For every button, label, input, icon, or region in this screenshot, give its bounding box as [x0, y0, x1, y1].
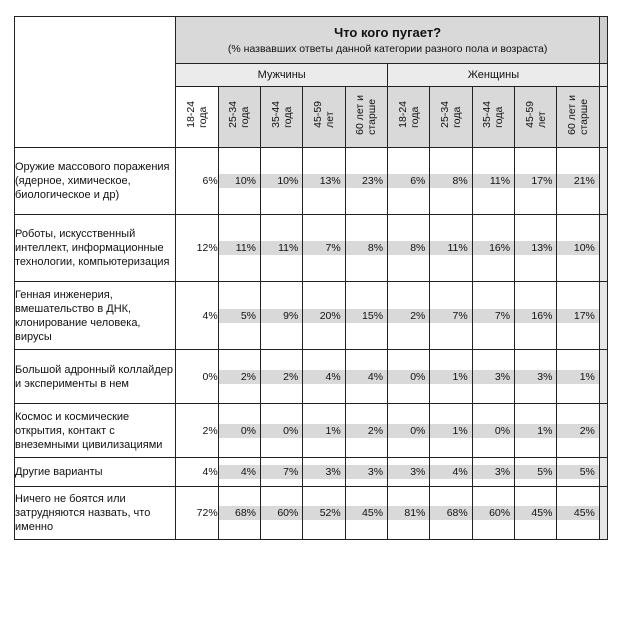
- row-label: Космос и космические открытия, контакт с внеземными цивилизациями: [15, 404, 176, 458]
- age-header: 35-44 года: [261, 87, 303, 148]
- group-header-men: Мужчины: [176, 64, 388, 87]
- value-cell: 0%: [176, 350, 218, 404]
- value-cell: 9%: [261, 282, 303, 350]
- value-cell: 4%: [303, 350, 345, 404]
- scroll-gutter: [599, 64, 607, 87]
- corner-cell: [15, 17, 176, 148]
- scroll-gutter: [599, 148, 607, 215]
- age-header: 45-59 лет: [515, 87, 557, 148]
- value-cell: 5%: [218, 282, 260, 350]
- age-header: 35-44 года: [472, 87, 514, 148]
- age-header: 60 лет и старше: [557, 87, 599, 148]
- table-subtitle: (% назвавших ответы данной категории разного пола и возраста): [227, 43, 548, 55]
- survey-table: [14, 16, 608, 540]
- value-cell: 7%: [472, 282, 514, 350]
- value-cell: 1%: [515, 404, 557, 458]
- value-cell: 2%: [176, 404, 218, 458]
- value-cell: 8%: [345, 215, 387, 282]
- value-cell: 3%: [472, 458, 514, 487]
- value-cell: 81%: [388, 487, 430, 540]
- value-cell: 1%: [430, 350, 472, 404]
- value-cell: 8%: [430, 148, 472, 215]
- value-cell: 10%: [557, 215, 599, 282]
- scroll-gutter: [599, 87, 607, 148]
- value-cell: 12%: [176, 215, 218, 282]
- value-cell: 2%: [218, 350, 260, 404]
- value-cell: 68%: [430, 487, 472, 540]
- value-cell: 0%: [218, 404, 260, 458]
- table-row: [15, 215, 608, 282]
- value-cell: 3%: [388, 458, 430, 487]
- value-cell: 8%: [388, 215, 430, 282]
- value-cell: 11%: [218, 215, 260, 282]
- value-cell: 3%: [345, 458, 387, 487]
- table-row: [15, 487, 608, 540]
- value-cell: 0%: [472, 404, 514, 458]
- value-cell: 2%: [557, 404, 599, 458]
- value-cell: 13%: [303, 148, 345, 215]
- value-cell: 7%: [430, 282, 472, 350]
- value-cell: 17%: [515, 148, 557, 215]
- value-cell: 4%: [430, 458, 472, 487]
- age-header: 18-24 года: [388, 87, 430, 148]
- age-header: 18-24 года: [176, 87, 218, 148]
- value-cell: 1%: [557, 350, 599, 404]
- scroll-gutter: [599, 458, 607, 487]
- scroll-gutter: [599, 350, 607, 404]
- table-row: [15, 458, 608, 487]
- value-cell: 6%: [176, 148, 218, 215]
- value-cell: 11%: [472, 148, 514, 215]
- value-cell: 3%: [515, 350, 557, 404]
- value-cell: 4%: [218, 458, 260, 487]
- table-row: [15, 350, 608, 404]
- value-cell: 3%: [303, 458, 345, 487]
- value-cell: 17%: [557, 282, 599, 350]
- age-header: 60 лет и старше: [345, 87, 387, 148]
- value-cell: 20%: [303, 282, 345, 350]
- scroll-gutter: [599, 215, 607, 282]
- scroll-gutter: [599, 17, 607, 64]
- value-cell: 0%: [388, 404, 430, 458]
- row-label: Ничего не боятся или затрудняются назвать, что именно: [15, 487, 176, 540]
- value-cell: 45%: [345, 487, 387, 540]
- age-header: 25-34 года: [430, 87, 472, 148]
- row-label: Большой адронный коллайдер и эксперименты в нем: [15, 350, 176, 404]
- value-cell: 13%: [515, 215, 557, 282]
- value-cell: 11%: [430, 215, 472, 282]
- value-cell: 68%: [218, 487, 260, 540]
- value-cell: 21%: [557, 148, 599, 215]
- row-label: Оружие массового поражения (ядерное, химическое, биологическое и др): [15, 148, 176, 215]
- value-cell: 23%: [345, 148, 387, 215]
- value-cell: 15%: [345, 282, 387, 350]
- value-cell: 4%: [176, 282, 218, 350]
- table-row: [15, 404, 608, 458]
- scroll-gutter: [599, 404, 607, 458]
- row-label: Генная инженерия, вмешательство в ДНК, клонирование человека, вирусы: [15, 282, 176, 350]
- scroll-gutter: [599, 282, 607, 350]
- value-cell: 52%: [303, 487, 345, 540]
- scroll-gutter: [599, 487, 607, 540]
- value-cell: 2%: [388, 282, 430, 350]
- row-label: Другие варианты: [15, 458, 176, 487]
- value-cell: 72%: [176, 487, 218, 540]
- value-cell: 45%: [557, 487, 599, 540]
- value-cell: 10%: [261, 148, 303, 215]
- table-title: Что кого пугает?: [334, 25, 442, 40]
- value-cell: 60%: [261, 487, 303, 540]
- value-cell: 0%: [261, 404, 303, 458]
- table-row: [15, 148, 608, 215]
- value-cell: 5%: [557, 458, 599, 487]
- table-title-cell: [176, 17, 600, 64]
- value-cell: 5%: [515, 458, 557, 487]
- age-header: 25-34 года: [218, 87, 260, 148]
- value-cell: 3%: [472, 350, 514, 404]
- value-cell: 2%: [261, 350, 303, 404]
- value-cell: 4%: [176, 458, 218, 487]
- value-cell: 0%: [388, 350, 430, 404]
- value-cell: 4%: [345, 350, 387, 404]
- value-cell: 6%: [388, 148, 430, 215]
- value-cell: 10%: [218, 148, 260, 215]
- table-row: [15, 282, 608, 350]
- value-cell: 7%: [303, 215, 345, 282]
- value-cell: 45%: [515, 487, 557, 540]
- value-cell: 16%: [515, 282, 557, 350]
- value-cell: 60%: [472, 487, 514, 540]
- value-cell: 16%: [472, 215, 514, 282]
- value-cell: 2%: [345, 404, 387, 458]
- group-header-women: Женщины: [388, 64, 600, 87]
- value-cell: 11%: [261, 215, 303, 282]
- age-header: 45-59 лет: [303, 87, 345, 148]
- row-label: Роботы, искусственный интеллект, информационные технологии, компьютеризация: [15, 215, 176, 282]
- value-cell: 1%: [430, 404, 472, 458]
- value-cell: 7%: [261, 458, 303, 487]
- value-cell: 1%: [303, 404, 345, 458]
